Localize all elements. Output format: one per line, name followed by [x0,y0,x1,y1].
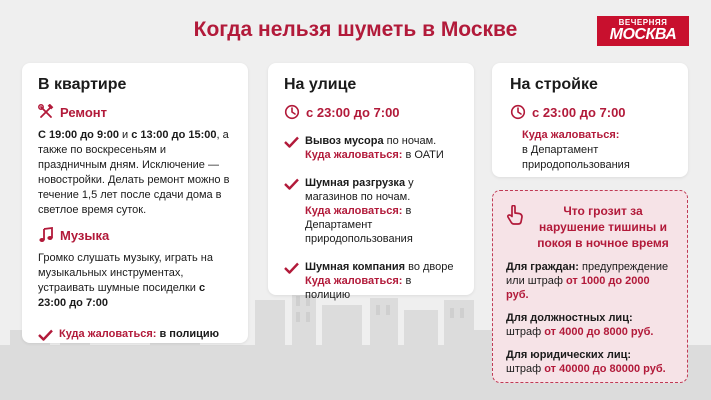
legal-amount: от 40000 до 80000 руб. [544,363,666,375]
street-item-garbage [284,134,458,162]
repair-section-title [38,104,232,120]
construction-time-row [510,104,670,120]
music-section-title [38,227,232,243]
repair-label: Ремонт [60,104,108,120]
complaint-label: Куда жаловаться: [59,328,157,340]
citizens-text: предупреждение или штраф [506,261,669,287]
officials-text: штраф [506,326,545,338]
page-title: Когда нельзя шуметь в Москве [193,18,518,41]
repair-details: , а также по воскресеньям и праздничным дням. Исключение — новостройки. Делать ремонт можно в течение 1,5 лет после сдачи дома в светлое время суток. [38,129,230,216]
repair-time-2: с 13:00 до 15:00 [131,129,217,141]
street-item-unloading [284,176,458,246]
citizens-label: Для граждан: [506,261,579,273]
street-heading: На улице [284,76,357,93]
complaint-value: в полицию [305,275,412,301]
street-card [268,63,474,301]
item-title: Шумная разгрузка [305,177,406,189]
checkmark-icon [284,136,299,148]
item-text: во дворе [405,261,454,273]
penalty-box [492,190,688,383]
music-time: с 23:00 до 7:00 [38,282,206,309]
music-label: Музыка [60,227,110,243]
construction-time: с 23:00 до 7:00 [532,104,626,120]
complaint-label: Куда жаловаться: [305,149,403,161]
construction-heading: На стройке [510,76,598,93]
street-time-row [284,104,458,120]
vechernyaya-moskva-logo [597,16,689,46]
legal-text: штраф [506,363,545,375]
hammer-wrench-icon [38,104,54,120]
hand-pointer-icon [506,205,524,225]
repair-and: и [118,129,132,141]
penalty-header [506,203,674,251]
street-time: с 23:00 до 7:00 [306,104,400,120]
penalty-citizens [506,260,674,302]
apartment-heading: В квартире [38,76,127,93]
complaint-value: в полицию [156,328,220,340]
construction-complaint [510,128,670,173]
item-text: по ночам. [383,135,437,147]
officials-label: Для должностных лиц: [506,312,633,324]
checkmark-icon [38,329,53,341]
music-note-icon [38,227,54,243]
penalty-title: Что грозит за нарушение тишины и покоя в ночное время [537,204,669,250]
checkmark-icon [284,262,299,274]
music-details: Громко слушать музыку, играть на музыкальных инструментах, устраивать шумные посиделки [38,252,213,294]
apartment-complaint [38,327,232,341]
logo-line-1: ВЕЧЕРНЯЯ [618,18,668,27]
penalty-officials [506,311,674,339]
music-text [38,251,232,311]
complaint-value: в ОАТИ [402,149,444,161]
item-title: Вывоз мусора [305,135,384,147]
checkmark-icon [284,178,299,190]
clock-icon [284,104,300,120]
complaint-value: в Департамент природопользования [522,144,630,171]
street-item-company [284,260,458,302]
apartment-card [22,63,248,343]
logo-line-2: МОСКВА [609,26,677,43]
complaint-label: Куда жаловаться: [305,275,403,287]
construction-card [492,63,688,177]
clock-icon [510,104,526,120]
complaint-label: Куда жаловаться: [305,205,403,217]
item-text: у магазинов по ночам. [305,177,414,203]
officials-amount: от 4000 до 8000 руб. [544,326,654,338]
repair-time-1: С 19:00 до 9:00 [38,129,119,141]
repair-text [38,128,232,218]
legal-label: Для юридических лиц: [506,349,632,361]
penalty-legal [506,348,674,376]
citizens-amount: от 1000 до 2000 руб. [506,275,650,301]
complaint-value: в Департамент природопользования [305,205,413,245]
item-title: Шумная компания [305,261,406,273]
complaint-label: Куда жаловаться: [522,129,620,141]
